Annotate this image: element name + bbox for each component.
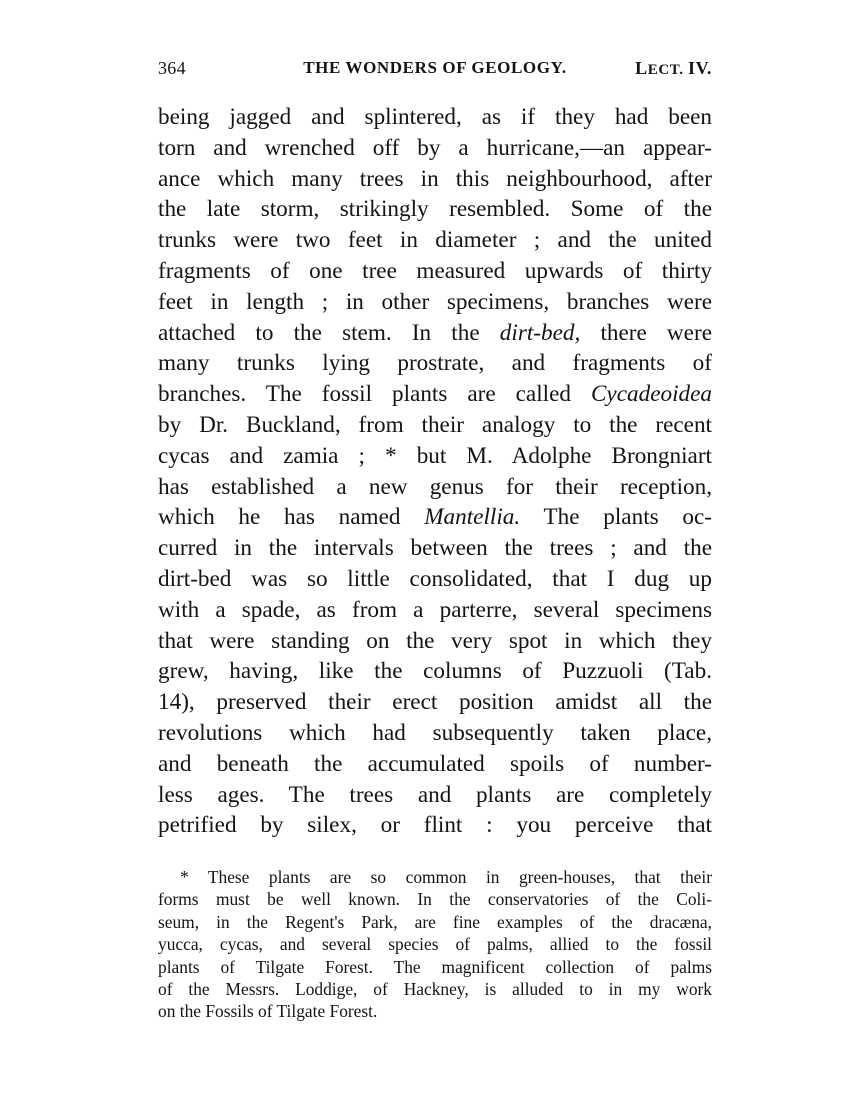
footnote-line: forms must be well known. In the conservatories of the Coli- xyxy=(158,889,712,910)
text-line: being jagged and splintered, as if they had been xyxy=(158,104,712,130)
footnote-line: of the Messrs. Loddige, of Hackney, is alluded to in my work xyxy=(158,978,712,999)
running-title: THE WONDERS OF GEOLOGY. xyxy=(303,58,567,77)
text-line: cycas and zamia ; * but M. Adolphe Brongniart xyxy=(158,442,712,469)
footnote-line: seum, in the Regent's Park, are fine examples of the dracæna, xyxy=(158,911,712,932)
text-line: grew, having, like the columns of Puzzuoli (Tab. xyxy=(158,658,712,685)
footnote xyxy=(158,866,712,1023)
page-number: 364 xyxy=(158,58,186,78)
footnote-line: on the Fossils of Tilgate Forest. xyxy=(158,1001,378,1022)
text-line: petrified by silex, or flint : you perceive that xyxy=(158,812,712,839)
italic-term: dirt-bed, xyxy=(499,319,581,346)
italic-term: Mantellia. xyxy=(424,504,521,531)
text-line: that were standing on the very spot in which they xyxy=(158,627,712,654)
main-text xyxy=(158,102,712,841)
text-line: which he has named Mantellia. The plants oc- xyxy=(158,504,712,531)
text-line: 14), preserved their erect position amidst all the xyxy=(158,689,712,716)
text-line: trunks were two feet in diameter ; and the united xyxy=(158,227,712,254)
text-line: torn and wrenched off by a hurricane,—an appear- xyxy=(158,134,712,161)
text-line: ance which many trees in this neighbourhood, after xyxy=(158,165,712,192)
text-line: dirt-bed was so little consolidated, that I dug up xyxy=(158,565,712,592)
footnote-line: * These plants are so common in green-houses, that their xyxy=(180,867,712,887)
text-line: many trunks lying prostrate, and fragments of xyxy=(158,350,712,377)
text-line: by Dr. Buckland, from their analogy to the recent xyxy=(158,411,712,438)
running-header xyxy=(158,58,712,84)
italic-term: Cycadeoidea xyxy=(590,381,712,408)
text-line: the late storm, strikingly resembled. Some of the xyxy=(158,196,712,223)
lecture-marker xyxy=(635,58,712,79)
text-line: attached to the stem. In the dirt-bed, there were xyxy=(158,319,712,346)
text-line: branches. The fossil plants are called Cycadeoidea xyxy=(158,381,712,408)
lecture-number: IV. xyxy=(688,58,712,78)
text-line: and beneath the accumulated spoils of number- xyxy=(158,750,712,777)
text-line: less ages. The trees and plants are completely xyxy=(158,781,712,808)
text-line: curred in the intervals between the trees ; and the xyxy=(158,535,712,562)
lecture-rest: ECT. xyxy=(647,62,684,78)
footnote-line: plants of Tilgate Forest. The magnificent collection of palms xyxy=(158,956,712,977)
footnote-line: yucca, cycas, and several species of palms, allied to the fossil xyxy=(158,934,712,955)
text-line: fragments of one tree measured upwards of thirty xyxy=(158,257,712,284)
text-line: with a spade, as from a parterre, several specimens xyxy=(158,596,712,623)
text-line: has established a new genus for their reception, xyxy=(158,473,712,500)
lecture-prefix: L xyxy=(635,58,648,78)
text-line: revolutions which had subsequently taken place, xyxy=(158,719,712,746)
text-line: feet in length ; in other specimens, branches were xyxy=(158,288,712,315)
